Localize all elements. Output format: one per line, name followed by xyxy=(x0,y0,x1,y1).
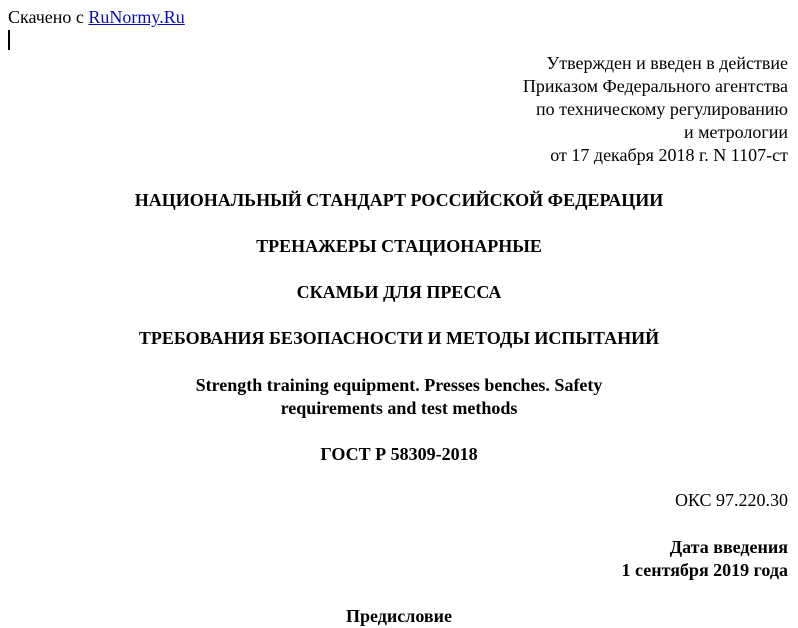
national-standard-heading: НАЦИОНАЛЬНЫЙ СТАНДАРТ РОССИЙСКОЙ ФЕДЕРАЦИИ xyxy=(134,190,664,210)
foreword-heading: Предисловие xyxy=(346,606,452,626)
approval-line: по техническому регулированию xyxy=(535,99,788,119)
title-line-1: ТРЕНАЖЕРЫ СТАЦИОНАРНЫЕ xyxy=(256,236,542,256)
approval-line: от 17 декабря 2018 г. N 1107-ст xyxy=(550,145,788,165)
title-line-2: СКАМЬИ ДЛЯ ПРЕССА xyxy=(296,282,502,302)
downloaded-prefix: Скачено с xyxy=(8,7,84,27)
approval-block xyxy=(388,52,788,167)
intro-date-value: 1 сентября 2019 года xyxy=(621,560,788,580)
source-line xyxy=(8,6,185,29)
source-site-link[interactable]: RuNormy.Ru xyxy=(88,7,185,27)
title-line-3: ТРЕБОВАНИЯ БЕЗОПАСНОСТИ И МЕТОДЫ ИСПЫТАНИЙ xyxy=(138,328,660,348)
text-cursor xyxy=(8,30,10,50)
approval-line: Утвержден и введен в действие xyxy=(546,53,788,73)
oks-code: ОКС 97.220.30 xyxy=(674,490,788,510)
intro-date-label: Дата введения xyxy=(669,537,788,557)
gost-number: ГОСТ Р 58309-2018 xyxy=(320,444,478,464)
english-title-line-1: Strength training equipment. Presses benches. Safety xyxy=(195,375,603,395)
approval-line: Приказом Федерального агентства xyxy=(522,76,788,96)
approval-line: и метрологии xyxy=(684,122,788,142)
english-title-line-2: requirements and test methods xyxy=(280,398,518,418)
